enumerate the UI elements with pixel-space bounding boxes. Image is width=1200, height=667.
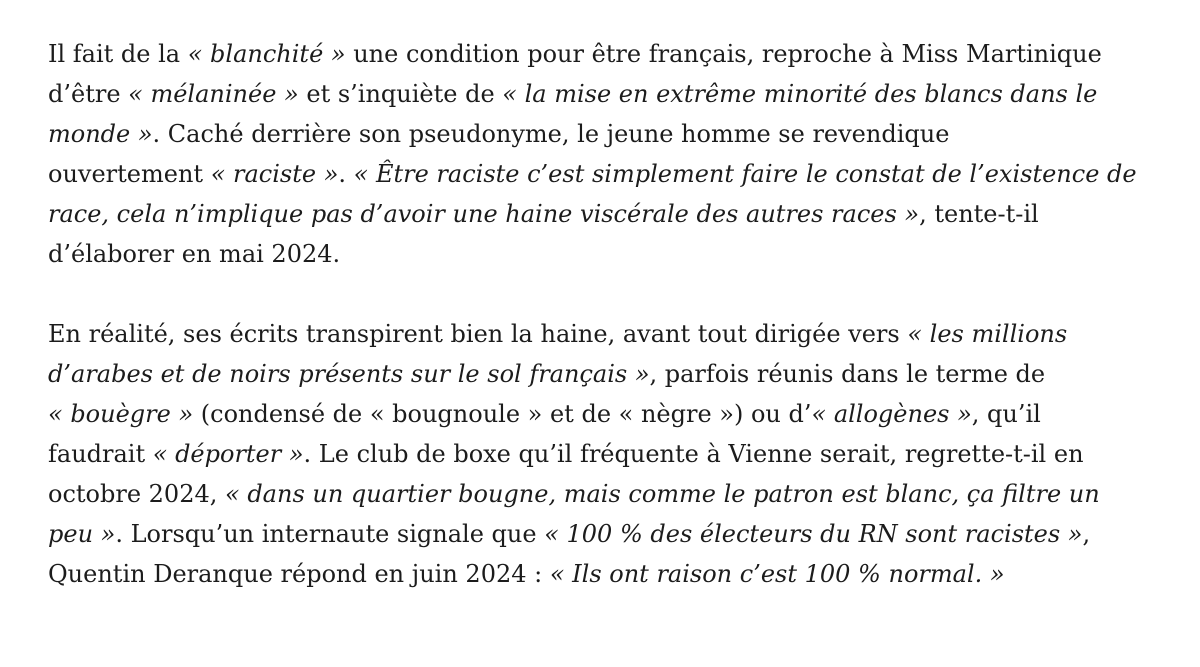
text-run: une condition pour être français, reproche à Miss Martinique	[345, 40, 1102, 68]
text-line	[48, 394, 1158, 434]
text-line	[48, 474, 1158, 514]
text-run: d’être	[48, 80, 129, 108]
text-line	[48, 74, 1158, 114]
quote-run: peu »	[48, 520, 116, 548]
text-run: . Lorsqu’un internaute signale que	[115, 520, 545, 548]
text-run: . Le club de boxe qu’il fréquente à Vienne serait, regrette-t-il en	[303, 440, 1084, 468]
text-run: ouvertement	[48, 160, 211, 188]
quote-run: « 100 % des électeurs du RN sont racistes »	[544, 520, 1083, 548]
quote-run: « les millions	[907, 320, 1068, 348]
text-run: Il fait de la	[48, 40, 188, 68]
quote-run: d’arabes et de noirs présents sur le sol français »	[48, 360, 650, 388]
quote-run: « la mise en extrême minorité des blancs dans le	[502, 80, 1098, 108]
text-run: ,	[1082, 520, 1091, 548]
text-line	[48, 194, 1158, 234]
quote-run: « dans un quartier bougne, mais comme le patron est blanc, ça filtre un	[225, 480, 1100, 508]
text-run: , qu’il	[971, 400, 1041, 428]
text-run: Quentin Deranque répond en juin 2024 :	[48, 560, 550, 588]
quote-run: « allogènes »	[811, 400, 972, 428]
text-line	[48, 154, 1158, 194]
quote-run: « blanchité »	[187, 40, 346, 68]
text-run: , tente-t-il	[919, 200, 1039, 228]
quote-run: « Ils ont raison c’est 100 % normal. »	[549, 560, 1005, 588]
text-line	[48, 554, 1158, 594]
text-run: (condensé de « bougnoule » et de « nègre ») ou d’	[193, 400, 812, 428]
article-body	[48, 34, 1158, 634]
quote-run: « mélaninée »	[128, 80, 299, 108]
text-line	[48, 234, 1158, 274]
quote-run: race, cela n’implique pas d’avoir une haine viscérale des autres races »	[48, 200, 920, 228]
text-line	[48, 314, 1158, 354]
quote-run: monde »	[48, 120, 153, 148]
text-line	[48, 34, 1158, 74]
text-run: et s’inquiète de	[298, 80, 503, 108]
text-run: faudrait	[48, 440, 153, 468]
text-run: . Caché derrière son pseudonyme, le jeune homme se revendique	[152, 120, 950, 148]
quote-run: « Être raciste c’est simplement faire le constat de l’existence de	[353, 160, 1137, 188]
text-run: d’élaborer en mai 2024.	[48, 240, 341, 268]
text-run: .	[338, 160, 354, 188]
text-run: En réalité, ses écrits transpirent bien la haine, avant tout dirigée vers	[48, 320, 908, 348]
quote-run: « bouègre »	[48, 400, 194, 428]
text-line	[48, 434, 1158, 474]
text-line	[48, 114, 1158, 154]
quote-run: « déporter »	[152, 440, 304, 468]
text-run: , parfois réunis dans le terme de	[649, 360, 1046, 388]
quote-run: « raciste »	[210, 160, 339, 188]
text-run: octobre 2024,	[48, 480, 225, 508]
paragraph-1	[48, 34, 1158, 274]
paragraph-2	[48, 314, 1158, 594]
text-line	[48, 354, 1158, 394]
text-line	[48, 514, 1158, 554]
